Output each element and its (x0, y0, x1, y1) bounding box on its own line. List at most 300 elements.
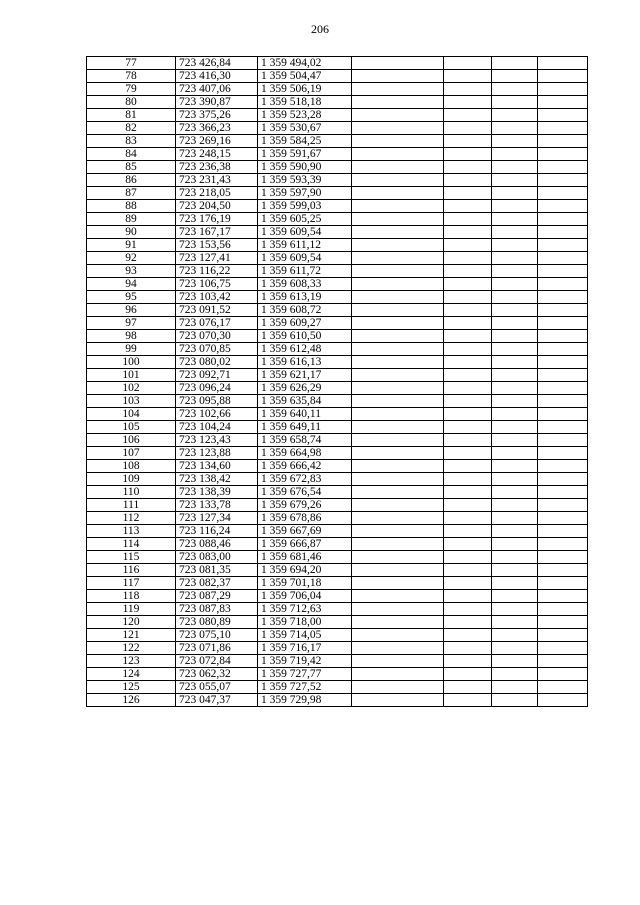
empty-cell (492, 421, 538, 434)
empty-cell (492, 304, 538, 317)
y-coordinate-cell: 1 359 727,52 (258, 681, 352, 694)
y-coordinate-cell: 1 359 599,03 (258, 200, 352, 213)
empty-cell (538, 564, 588, 577)
empty-cell (444, 343, 492, 356)
empty-cell (444, 447, 492, 460)
point-number-cell: 105 (87, 421, 176, 434)
table-row (87, 304, 588, 317)
empty-cell (492, 616, 538, 629)
empty-cell (444, 96, 492, 109)
y-coordinate-cell: 1 359 729,98 (258, 694, 352, 707)
empty-cell (538, 629, 588, 642)
empty-cell (538, 512, 588, 525)
empty-cell (492, 681, 538, 694)
empty-cell (538, 681, 588, 694)
point-number-cell: 113 (87, 525, 176, 538)
y-coordinate-cell: 1 359 590,90 (258, 161, 352, 174)
point-number-cell: 107 (87, 447, 176, 460)
empty-cell (538, 304, 588, 317)
empty-cell (352, 343, 444, 356)
y-coordinate-cell: 1 359 667,69 (258, 525, 352, 538)
y-coordinate-cell: 1 359 621,17 (258, 369, 352, 382)
table-row (87, 577, 588, 590)
empty-cell (492, 239, 538, 252)
table-row (87, 434, 588, 447)
empty-cell (538, 57, 588, 70)
x-coordinate-cell: 723 134,60 (176, 460, 258, 473)
x-coordinate-cell: 723 176,19 (176, 213, 258, 226)
y-coordinate-cell: 1 359 664,98 (258, 447, 352, 460)
table-row (87, 564, 588, 577)
x-coordinate-cell: 723 072,84 (176, 655, 258, 668)
y-coordinate-cell: 1 359 626,29 (258, 382, 352, 395)
empty-cell (444, 434, 492, 447)
empty-cell (538, 70, 588, 83)
empty-cell (444, 486, 492, 499)
y-coordinate-cell: 1 359 611,12 (258, 239, 352, 252)
empty-cell (444, 109, 492, 122)
x-coordinate-cell: 723 092,71 (176, 369, 258, 382)
point-number-cell: 99 (87, 343, 176, 356)
y-coordinate-cell: 1 359 609,54 (258, 226, 352, 239)
y-coordinate-cell: 1 359 530,67 (258, 122, 352, 135)
empty-cell (352, 525, 444, 538)
empty-cell (444, 369, 492, 382)
empty-cell (538, 109, 588, 122)
empty-cell (538, 161, 588, 174)
empty-cell (492, 499, 538, 512)
empty-cell (492, 174, 538, 187)
x-coordinate-cell: 723 375,26 (176, 109, 258, 122)
empty-cell (444, 304, 492, 317)
empty-cell (538, 382, 588, 395)
empty-cell (492, 551, 538, 564)
empty-cell (444, 252, 492, 265)
empty-cell (444, 551, 492, 564)
empty-cell (444, 616, 492, 629)
empty-cell (538, 265, 588, 278)
table-row (87, 655, 588, 668)
x-coordinate-cell: 723 116,24 (176, 525, 258, 538)
table-row (87, 213, 588, 226)
table-row (87, 122, 588, 135)
x-coordinate-cell: 723 081,35 (176, 564, 258, 577)
empty-cell (538, 538, 588, 551)
point-number-cell: 95 (87, 291, 176, 304)
empty-cell (492, 96, 538, 109)
empty-cell (352, 226, 444, 239)
empty-cell (538, 330, 588, 343)
x-coordinate-cell: 723 070,30 (176, 330, 258, 343)
x-coordinate-cell: 723 231,43 (176, 174, 258, 187)
empty-cell (444, 317, 492, 330)
point-number-cell: 109 (87, 473, 176, 486)
empty-cell (492, 57, 538, 70)
table-row (87, 629, 588, 642)
empty-cell (538, 447, 588, 460)
x-coordinate-cell: 723 123,88 (176, 447, 258, 460)
empty-cell (538, 226, 588, 239)
empty-cell (538, 278, 588, 291)
empty-cell (444, 161, 492, 174)
empty-cell (492, 278, 538, 291)
empty-cell (444, 213, 492, 226)
table-row (87, 408, 588, 421)
empty-cell (444, 421, 492, 434)
x-coordinate-cell: 723 390,87 (176, 96, 258, 109)
coordinates-table-body (87, 57, 588, 707)
empty-cell (492, 330, 538, 343)
empty-cell (538, 174, 588, 187)
empty-cell (352, 408, 444, 421)
table-row (87, 473, 588, 486)
y-coordinate-cell: 1 359 658,74 (258, 434, 352, 447)
table-row (87, 57, 588, 70)
empty-cell (492, 148, 538, 161)
empty-cell (538, 122, 588, 135)
table-row (87, 96, 588, 109)
x-coordinate-cell: 723 426,84 (176, 57, 258, 70)
empty-cell (352, 70, 444, 83)
y-coordinate-cell: 1 359 701,18 (258, 577, 352, 590)
point-number-cell: 126 (87, 694, 176, 707)
x-coordinate-cell: 723 096,24 (176, 382, 258, 395)
point-number-cell: 125 (87, 681, 176, 694)
empty-cell (492, 291, 538, 304)
empty-cell (492, 122, 538, 135)
x-coordinate-cell: 723 088,46 (176, 538, 258, 551)
point-number-cell: 117 (87, 577, 176, 590)
x-coordinate-cell: 723 103,42 (176, 291, 258, 304)
empty-cell (444, 57, 492, 70)
empty-cell (444, 265, 492, 278)
point-number-cell: 77 (87, 57, 176, 70)
empty-cell (352, 616, 444, 629)
point-number-cell: 120 (87, 616, 176, 629)
x-coordinate-cell: 723 075,10 (176, 629, 258, 642)
table-row (87, 551, 588, 564)
y-coordinate-cell: 1 359 678,86 (258, 512, 352, 525)
point-number-cell: 80 (87, 96, 176, 109)
empty-cell (352, 395, 444, 408)
table-row (87, 265, 588, 278)
x-coordinate-cell: 723 087,29 (176, 590, 258, 603)
empty-cell (492, 629, 538, 642)
empty-cell (492, 564, 538, 577)
empty-cell (492, 252, 538, 265)
empty-cell (352, 122, 444, 135)
empty-cell (492, 694, 538, 707)
y-coordinate-cell: 1 359 608,72 (258, 304, 352, 317)
empty-cell (538, 603, 588, 616)
empty-cell (538, 83, 588, 96)
empty-cell (492, 642, 538, 655)
empty-cell (444, 187, 492, 200)
point-number-cell: 101 (87, 369, 176, 382)
point-number-cell: 112 (87, 512, 176, 525)
table-row (87, 616, 588, 629)
empty-cell (538, 408, 588, 421)
empty-cell (538, 616, 588, 629)
empty-cell (538, 655, 588, 668)
table-row (87, 291, 588, 304)
empty-cell (538, 421, 588, 434)
empty-cell (492, 187, 538, 200)
point-number-cell: 87 (87, 187, 176, 200)
point-number-cell: 94 (87, 278, 176, 291)
point-number-cell: 102 (87, 382, 176, 395)
x-coordinate-cell: 723 062,32 (176, 668, 258, 681)
empty-cell (444, 330, 492, 343)
x-coordinate-cell: 723 416,30 (176, 70, 258, 83)
y-coordinate-cell: 1 359 676,54 (258, 486, 352, 499)
empty-cell (352, 694, 444, 707)
empty-cell (492, 161, 538, 174)
empty-cell (492, 265, 538, 278)
empty-cell (352, 564, 444, 577)
y-coordinate-cell: 1 359 712,63 (258, 603, 352, 616)
empty-cell (492, 343, 538, 356)
table-row (87, 330, 588, 343)
empty-cell (352, 200, 444, 213)
y-coordinate-cell: 1 359 494,02 (258, 57, 352, 70)
empty-cell (444, 70, 492, 83)
x-coordinate-cell: 723 080,02 (176, 356, 258, 369)
x-coordinate-cell: 723 083,00 (176, 551, 258, 564)
empty-cell (444, 577, 492, 590)
empty-cell (444, 239, 492, 252)
empty-cell (352, 161, 444, 174)
empty-cell (352, 486, 444, 499)
empty-cell (492, 356, 538, 369)
table-row (87, 200, 588, 213)
empty-cell (538, 590, 588, 603)
point-number-cell: 85 (87, 161, 176, 174)
x-coordinate-cell: 723 047,37 (176, 694, 258, 707)
x-coordinate-cell: 723 080,89 (176, 616, 258, 629)
empty-cell (538, 395, 588, 408)
point-number-cell: 89 (87, 213, 176, 226)
table-row (87, 681, 588, 694)
empty-cell (538, 252, 588, 265)
empty-cell (492, 83, 538, 96)
table-row (87, 356, 588, 369)
empty-cell (444, 83, 492, 96)
empty-cell (352, 499, 444, 512)
point-number-cell: 84 (87, 148, 176, 161)
empty-cell (538, 551, 588, 564)
empty-cell (352, 421, 444, 434)
point-number-cell: 116 (87, 564, 176, 577)
point-number-cell: 104 (87, 408, 176, 421)
point-number-cell: 118 (87, 590, 176, 603)
table-row (87, 525, 588, 538)
empty-cell (444, 382, 492, 395)
empty-cell (538, 187, 588, 200)
table-row (87, 447, 588, 460)
empty-cell (492, 460, 538, 473)
empty-cell (352, 304, 444, 317)
point-number-cell: 122 (87, 642, 176, 655)
empty-cell (538, 473, 588, 486)
empty-cell (352, 213, 444, 226)
y-coordinate-cell: 1 359 681,46 (258, 551, 352, 564)
empty-cell (352, 57, 444, 70)
x-coordinate-cell: 723 070,85 (176, 343, 258, 356)
point-number-cell: 93 (87, 265, 176, 278)
empty-cell (444, 499, 492, 512)
empty-cell (492, 109, 538, 122)
empty-cell (492, 408, 538, 421)
empty-cell (538, 239, 588, 252)
table-row (87, 603, 588, 616)
table-row (87, 70, 588, 83)
empty-cell (538, 499, 588, 512)
coordinates-table (86, 56, 588, 707)
empty-cell (492, 70, 538, 83)
page-number: 206 (311, 22, 329, 36)
y-coordinate-cell: 1 359 584,25 (258, 135, 352, 148)
y-coordinate-cell: 1 359 506,19 (258, 83, 352, 96)
empty-cell (444, 694, 492, 707)
empty-cell (492, 486, 538, 499)
empty-cell (492, 668, 538, 681)
x-coordinate-cell: 723 138,42 (176, 473, 258, 486)
x-coordinate-cell: 723 091,52 (176, 304, 258, 317)
point-number-cell: 119 (87, 603, 176, 616)
table-row (87, 174, 588, 187)
empty-cell (444, 525, 492, 538)
table-row (87, 395, 588, 408)
table-row (87, 187, 588, 200)
x-coordinate-cell: 723 167,17 (176, 226, 258, 239)
point-number-cell: 103 (87, 395, 176, 408)
empty-cell (352, 265, 444, 278)
x-coordinate-cell: 723 248,15 (176, 148, 258, 161)
y-coordinate-cell: 1 359 719,42 (258, 655, 352, 668)
empty-cell (352, 551, 444, 564)
empty-cell (352, 382, 444, 395)
x-coordinate-cell: 723 127,41 (176, 252, 258, 265)
empty-cell (538, 460, 588, 473)
empty-cell (352, 447, 444, 460)
empty-cell (352, 538, 444, 551)
table-row (87, 239, 588, 252)
x-coordinate-cell: 723 116,22 (176, 265, 258, 278)
empty-cell (352, 317, 444, 330)
empty-cell (444, 174, 492, 187)
empty-cell (444, 278, 492, 291)
x-coordinate-cell: 723 055,07 (176, 681, 258, 694)
y-coordinate-cell: 1 359 649,11 (258, 421, 352, 434)
empty-cell (492, 473, 538, 486)
empty-cell (352, 668, 444, 681)
point-number-cell: 88 (87, 200, 176, 213)
empty-cell (492, 655, 538, 668)
y-coordinate-cell: 1 359 672,83 (258, 473, 352, 486)
empty-cell (444, 395, 492, 408)
empty-cell (444, 629, 492, 642)
empty-cell (538, 317, 588, 330)
y-coordinate-cell: 1 359 616,13 (258, 356, 352, 369)
empty-cell (538, 148, 588, 161)
y-coordinate-cell: 1 359 706,04 (258, 590, 352, 603)
empty-cell (352, 460, 444, 473)
empty-cell (492, 525, 538, 538)
table-row (87, 135, 588, 148)
table-row (87, 382, 588, 395)
empty-cell (492, 226, 538, 239)
empty-cell (444, 473, 492, 486)
point-number-cell: 115 (87, 551, 176, 564)
table-row (87, 668, 588, 681)
y-coordinate-cell: 1 359 694,20 (258, 564, 352, 577)
empty-cell (538, 343, 588, 356)
table-row (87, 590, 588, 603)
empty-cell (352, 278, 444, 291)
table-row (87, 161, 588, 174)
table-row (87, 252, 588, 265)
table-row (87, 486, 588, 499)
empty-cell (352, 603, 444, 616)
empty-cell (492, 434, 538, 447)
y-coordinate-cell: 1 359 605,25 (258, 213, 352, 226)
x-coordinate-cell: 723 366,23 (176, 122, 258, 135)
empty-cell (444, 564, 492, 577)
point-number-cell: 114 (87, 538, 176, 551)
x-coordinate-cell: 723 218,05 (176, 187, 258, 200)
empty-cell (352, 174, 444, 187)
point-number-cell: 86 (87, 174, 176, 187)
empty-cell (444, 603, 492, 616)
empty-cell (444, 148, 492, 161)
x-coordinate-cell: 723 127,34 (176, 512, 258, 525)
empty-cell (444, 590, 492, 603)
table-row (87, 83, 588, 96)
table-row (87, 148, 588, 161)
empty-cell (352, 356, 444, 369)
empty-cell (352, 512, 444, 525)
x-coordinate-cell: 723 106,75 (176, 278, 258, 291)
x-coordinate-cell: 723 138,39 (176, 486, 258, 499)
y-coordinate-cell: 1 359 608,33 (258, 278, 352, 291)
empty-cell (352, 473, 444, 486)
empty-cell (352, 187, 444, 200)
x-coordinate-cell: 723 133,78 (176, 499, 258, 512)
empty-cell (444, 655, 492, 668)
table-row (87, 226, 588, 239)
point-number-cell: 108 (87, 460, 176, 473)
empty-cell (538, 213, 588, 226)
empty-cell (352, 330, 444, 343)
empty-cell (538, 668, 588, 681)
y-coordinate-cell: 1 359 718,00 (258, 616, 352, 629)
y-coordinate-cell: 1 359 609,27 (258, 317, 352, 330)
y-coordinate-cell: 1 359 523,28 (258, 109, 352, 122)
table-row (87, 460, 588, 473)
empty-cell (492, 538, 538, 551)
point-number-cell: 123 (87, 655, 176, 668)
y-coordinate-cell: 1 359 666,42 (258, 460, 352, 473)
x-coordinate-cell: 723 087,83 (176, 603, 258, 616)
point-number-cell: 110 (87, 486, 176, 499)
y-coordinate-cell: 1 359 613,19 (258, 291, 352, 304)
empty-cell (492, 317, 538, 330)
table-row (87, 694, 588, 707)
y-coordinate-cell: 1 359 727,77 (258, 668, 352, 681)
point-number-cell: 106 (87, 434, 176, 447)
empty-cell (352, 434, 444, 447)
